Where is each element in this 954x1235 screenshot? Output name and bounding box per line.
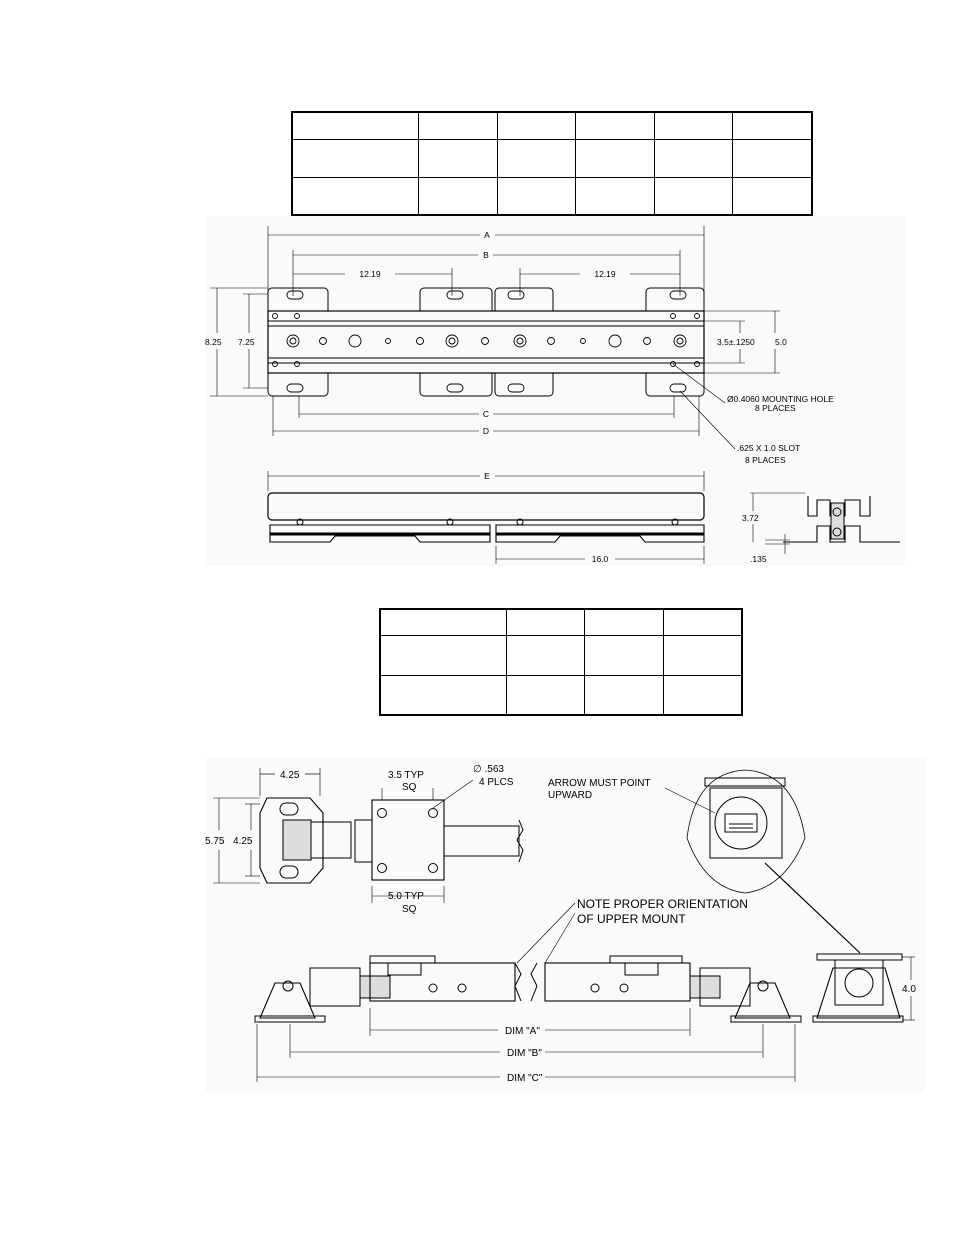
note-orientation-2: OF UPPER MOUNT (577, 912, 686, 926)
dim-hole-dia: ∅ .563 (473, 764, 504, 775)
table-cell (506, 609, 584, 635)
dim-d-label: D (482, 426, 490, 436)
table-cell (292, 139, 419, 177)
dim-c-label: C (482, 409, 490, 419)
table-cell (585, 609, 663, 635)
table-cell (654, 139, 733, 177)
dim-spacing-left: 12.19 (359, 269, 381, 279)
dim-hole-qty: 4 PLCS (479, 777, 514, 788)
note-mounting-hole: Ø0.4060 MOUNTING HOLE (727, 394, 834, 404)
dim-base-width: 4.25 (280, 770, 300, 781)
table-cell (585, 675, 663, 715)
note-slot: .625 X 1.0 SLOT (737, 443, 801, 453)
dimension-table-top (291, 111, 813, 216)
note-mounting-hole-qty: 8 PLACES (755, 403, 796, 413)
table-cell (292, 177, 419, 215)
table-cell (419, 112, 498, 139)
note-arrow-1: ARROW MUST POINT (548, 778, 651, 789)
table-cell (585, 635, 663, 675)
table-cell (663, 609, 742, 635)
dim-height-outer: 8.25 (205, 337, 222, 347)
dim-height: 4.0 (902, 984, 916, 995)
table-cell (654, 112, 733, 139)
table-cell (419, 139, 498, 177)
table-cell (380, 609, 506, 635)
table-cell (497, 177, 576, 215)
dim-b-label: B (483, 250, 489, 260)
table-cell (497, 139, 576, 177)
table-cell (654, 177, 733, 215)
table-cell (576, 177, 655, 215)
note-arrow-2: UPWARD (548, 790, 593, 801)
note-slot-qty: 8 PLACES (745, 455, 786, 465)
dim-e-label: E (484, 471, 490, 481)
table-cell (733, 177, 812, 215)
table-cell (419, 177, 498, 215)
dim-a-label: A (484, 230, 490, 240)
dim-plate-typ: 3.5 TYP (388, 770, 424, 781)
dim-plate-outer-unit: SQ (402, 904, 417, 915)
table-cell (292, 112, 419, 139)
dim-height-inner: 7.25 (238, 337, 255, 347)
table-cell (663, 635, 742, 675)
note-orientation-1: NOTE PROPER ORIENTATION (577, 897, 748, 911)
dim-b: DIM "B" (507, 1048, 542, 1059)
table-cell (380, 675, 506, 715)
dim-channel-height: 5.0 (775, 337, 787, 347)
dimension-table-middle (379, 608, 743, 716)
table-cell (506, 675, 584, 715)
dim-thickness: .135 (750, 554, 767, 564)
dim-plate-typ-unit: SQ (402, 782, 417, 793)
table-cell (576, 112, 655, 139)
dim-plate-outer: 5.0 TYP (388, 891, 424, 902)
table-cell (733, 112, 812, 139)
table-cell (380, 635, 506, 675)
table-cell (497, 112, 576, 139)
dim-channel-spacing: 3.5±.1250 (717, 337, 755, 347)
dim-a: DIM "A" (505, 1026, 540, 1037)
table-cell (506, 635, 584, 675)
channel-mount-drawing (205, 216, 905, 566)
dim-c: DIM "C" (507, 1073, 543, 1084)
table-cell (663, 675, 742, 715)
table-cell (733, 139, 812, 177)
table-cell (576, 139, 655, 177)
dim-spacing-right: 12.19 (594, 269, 616, 279)
dim-base-height-inner: 4.25 (233, 836, 253, 847)
dim-length: 16.0 (591, 554, 609, 564)
dim-side-height: 3.72 (742, 513, 759, 523)
dim-base-height-outer: 5.75 (205, 836, 225, 847)
mount-assembly-drawing (205, 758, 925, 1093)
